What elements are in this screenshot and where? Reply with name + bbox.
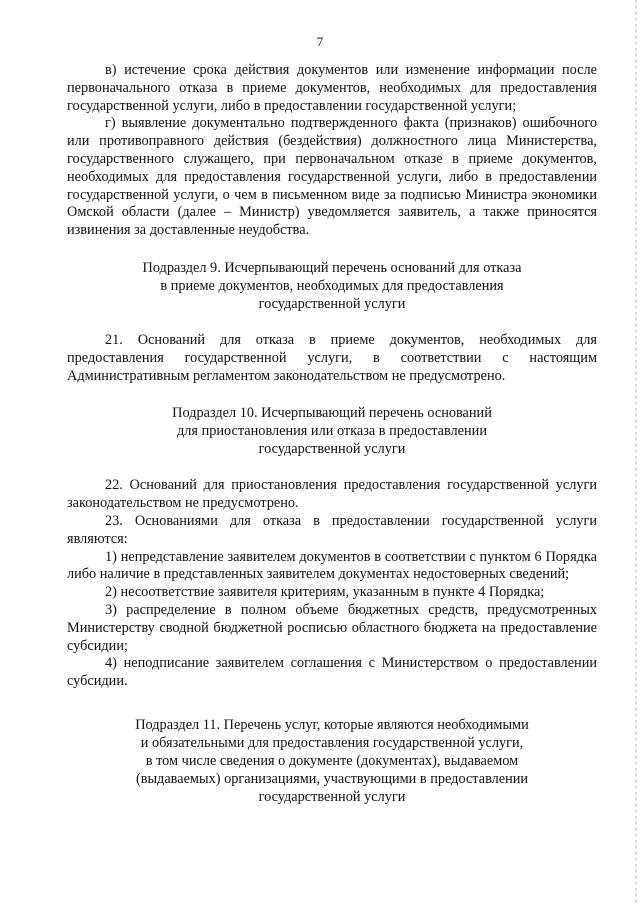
paragraph-23-item-2: 2) несоответствие заявителя критериям, указанным в пункте 4 Порядка; (105, 584, 545, 601)
subsection-10-heading-line: Подраздел 10. Исчерпывающий перечень оснований (172, 405, 492, 422)
document-body (67, 62, 597, 806)
subsection-11-heading-line: (выдаваемых) организациями, участвующими в предоставлении (135, 770, 529, 787)
subsection-10-heading (67, 404, 597, 458)
subsection-11-heading-line: Подраздел 11. Перечень услуг, которые являются необходимыми (135, 716, 529, 733)
subsection-11-heading (67, 716, 597, 806)
scan-margin-dots (635, 0, 637, 905)
paragraph-23: 23. Основаниями для отказа в предоставлении государственной услуги являются: (67, 512, 597, 547)
paragraph-22: 22. Оснований для приостановления предоставления государственной услуги законодательством не предусмотрено. (67, 477, 597, 512)
subsection-9-heading-line: государственной услуги (258, 295, 406, 312)
subsection-11-heading-line: государственной услуги (258, 788, 406, 805)
subsection-9-heading (67, 259, 597, 313)
subsection-11-heading-line: и обязательными для предоставления государственной услуги, (140, 734, 524, 751)
subsection-11-heading-line: в том числе сведения о документе (документах), выдаваемом (145, 752, 519, 769)
subsection-10-heading-line: для приостановления или отказа в предоставлении (177, 423, 487, 440)
page-number: 7 (316, 34, 324, 49)
subsection-9-heading-line: в приеме документов, необходимых для предоставления (160, 277, 504, 294)
subsection-9-heading-line: Подраздел 9. Исчерпывающий перечень оснований для отказа (142, 259, 522, 276)
paragraph-21: 21. Оснований для отказа в приеме документов, необходимых для предоставления государственной услуги, в соответствии с настоящим Административным регламентом законодательством не предусмотрено. (67, 331, 597, 384)
paragraph-item-v: в) истечение срока действия документов или изменение информации после первоначального отказа в приеме документов, необходимых для предоставления государственной услуги, либо в предоставлении государственной услуги; (67, 62, 597, 114)
paragraph-23-item-3: 3) распределение в полном объеме бюджетных средств, предусмотренных Министерству сводной бюджетной росписью областного бюджета на предоставление субсидии; (67, 601, 597, 654)
paragraph-item-g: г) выявление документально подтвержденного факта (признаков) ошибочного или противоправного действия (бездействия) должностного лица Министерства, государственного служащего, при первоначальном отказе в приеме документов, необходимых для предоставления государственной услуги, либо в предоставлении государственной услуги, о чем в письменном виде за подписью Министра экономики Омской области (далее – Министр) уведомляется заявитель, а также приносятся извинения за доставленные неудобства. (67, 115, 597, 239)
paragraph-23-item-4: 4) неподписание заявителем соглашения с Министерством о предоставлении субсидии. (67, 655, 597, 690)
subsection-10-heading-line: государственной услуги (258, 441, 406, 458)
paragraph-23-item-1: 1) непредставление заявителем документов в соответствии с пунктом 6 Порядка либо наличие в представленных заявителем документах недостоверных сведений; (67, 548, 597, 583)
